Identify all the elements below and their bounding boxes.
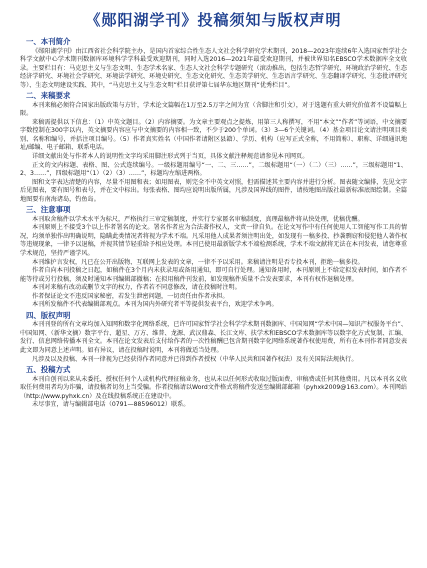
notes-paragraph-4: 作者自向本刊投稿之日起，如稿件在3个月内未获录用或备用通知，即可自行处理。通知备用时，本刊原则上不给定拟发表时间，如作者不能等待或另行投稿，须及时通知本刊编辑部撤稿；在拟用稿件刊发前，如发现稿件质量不合发表要求，本刊有权作退稿处理。	[20, 267, 407, 283]
submission-contact: 未尽事宜，请与编辑部电话（0791—88596012）联系。	[32, 401, 190, 409]
section-heading-copyright: 四、版权声明	[26, 310, 71, 320]
section-heading-requirements: 二、来稿要求	[26, 91, 71, 101]
notes-paragraph-6: 作者保证论文不违反国家秘密，若发生泄密问题，一切责任由作者承担。	[32, 292, 229, 300]
requirements-paragraph-1: 本刊来稿必须符合国家出版政策与方针，学术论文篇幅在1万至2.5万字之间为宜（含脚注和引文），对于选题有重大研究价值者不设篇幅上限。	[20, 101, 407, 118]
intro-paragraph: 《郧阳湖学刊》由江西省社会科学院主办，是国内首家综合性生态人文社会科学研究学术期刊，2018—2023年连续6年入选国家哲学社会科学文献中心学术期刊数据库环境科学学科最受欢迎期刊，同时入选2016—2021年最受欢迎期刊，并被世界知名EBSCO学术数据库全文收录。主要栏目有：马克思主义与生态文明、生态学术名家、生态人文社会科学专题研究（滚动推出，包括生态哲学研究、环境政治学研究、生态经济学研究、环境社会学研究、环境法学研究、环境史研究、生态文化研究、生态美学研究、生态语言学研究、生态翻译学研究、生态批评研究等）、生态文明建设实践、其中，“马克思主义与生态文明”栏目获评第七届华东地区期刊“优秀栏目”。	[20, 47, 407, 89]
notes-paragraph-3: 本刊维护言发权，凡已在公开出版物、互联网上发表的文章，一律不予以采用。来稿请注明是否专投本刊，拒绝一稿多投。	[32, 258, 364, 266]
requirements-paragraph-3: 详细文献出处与作者本人的说明性文字均采用脚注形式列于当页，具体文献注释规范请参见本刊网页。	[32, 153, 309, 161]
submission-paragraph-1: 本刊自创刊以来从未委托、授权任何个人或机构代理征稿业务，也从未以任何形式收取过版面费、审稿费或任何其他费用。凡以本刊名义收取任何费用者均为诈骗，请投稿者切勿上当受骗。作者投稿请以Word文件格式将稿件发送至编辑部邮箱（pyhxk2009@163.com）。本刊网站（http://www.pyhxk.cn）及在线投稿系统正在建设中。	[20, 375, 407, 400]
section-heading-intro: 一、本刊简介	[26, 37, 71, 46]
requirements-paragraph-2: 来稿需提供以下信息：（1）中英文题目。（2）内容摘要。为文章主要观点之提炼，用第三人称撰写，不用“本文”“作者”等词语，中文摘要字数控制在300字以内，英文摘要内容应与中文摘要的内容相一致，不少于200个单词。（3）3—6个关键词。（4）基金项目论文请注明项目类别、名称和编号，并括注项目编号。（5）作者真实姓名（中国作者请附区县籍）、学历、机构（应写正式全称，不用简称）、职称、详细通讯地址/邮编、电子邮箱、联系电话。	[20, 118, 407, 152]
notes-paragraph-7: 本刊所发稿件不代表编辑部观点。本刊为国内外研究者平等提供发表平台，欢迎学术争鸣。	[32, 301, 278, 309]
requirements-paragraph-5: 图和文字表达清楚的内容，尽量不用图和表；如用图表，则完全不中英文对照，但需描述其主要内容并进行分析。图表随文编排，先见文字后见图表，要有图号和表号，并在文中标出。每张表格、图均应说明出版所属，凡涉及国界线的图件，请按地图出版社最新标准底图绘制。全篇地图要有南海诸岛，钓鱼岛。	[20, 178, 407, 203]
notes-paragraph-2: 本刊原则上不接受3个以上作者署名的论文。署名作者应为合法著作权人，文责一律自负。在论文写作中有任何使用人工智能写作工具的情况，均须单独作出明确说明，隐瞒此类情况者将视为学术不端。凡采用他人成果者须注明出处，如发现有一稿多投、抄袭剽窃和侵犯他人著作权等违规现象，一律予以退稿，并视其情节轻重给予相应处理。本刊已使用最新版学术不端检测系统，学术不端文献将无法在本刊发表，请您尊重学术规范，坚持严谨学风。	[20, 224, 407, 257]
section-heading-submission: 五、投稿方式	[26, 365, 71, 375]
notes-paragraph-1: 本刊取舍稿件以学术水平为标尺，严格执行三审定稿制度，并实行专家匿名审稿制度，真理最稿件将从快处理，优稿优酬。	[32, 215, 364, 223]
notes-paragraph-5: 本刊对来稿有改动或删节文字的权力，作者若不同意修改，请在投稿时注明。	[32, 284, 241, 292]
copyright-paragraph-1: 本刊刊登的所有文章均加入知网和数字化网络系统，已许可国家哲学社会科学学术期刊数据库、中国知网“学术中国—知识产权服务平台”、中国知网、（新华文摘）数字平台、超星、万方、维普、龙源、武汉鼎森、长江文库、扶学术和EBSCO学术数据库等以数字化方式复制、汇编、发行、信息网络传播本刊全文。本刊在论文发表后支付给作者的一次性稿酬已包含期刊数字化网络系统著作权使用费，所有在本刊作者同意发表此文即为同意上述声明。如有异议，请在投稿时说明，本刊将做适当处理。	[20, 321, 407, 354]
section-heading-notes: 三、注意事项	[26, 205, 71, 215]
copyright-paragraph-2: 凡涉及以及投稿、本刊一律视为已经获得作者同意并已得到作者授权（中华人民共和国著作权法）及有关国际法规执行。	[32, 355, 358, 363]
requirements-paragraph-4: 正文的文内标题、表格、图、公式连续编号。一级标题用编号“一、二、三……”，二级标题用“（一）（二）（三）……”，三级标题用“1、2、3……”，四级标题用“（1）（2）（3）……”，标题均左缩进两格。	[20, 161, 407, 178]
page-title: 《郧阳湖学刊》投稿须知与版权声明	[85, 11, 342, 29]
